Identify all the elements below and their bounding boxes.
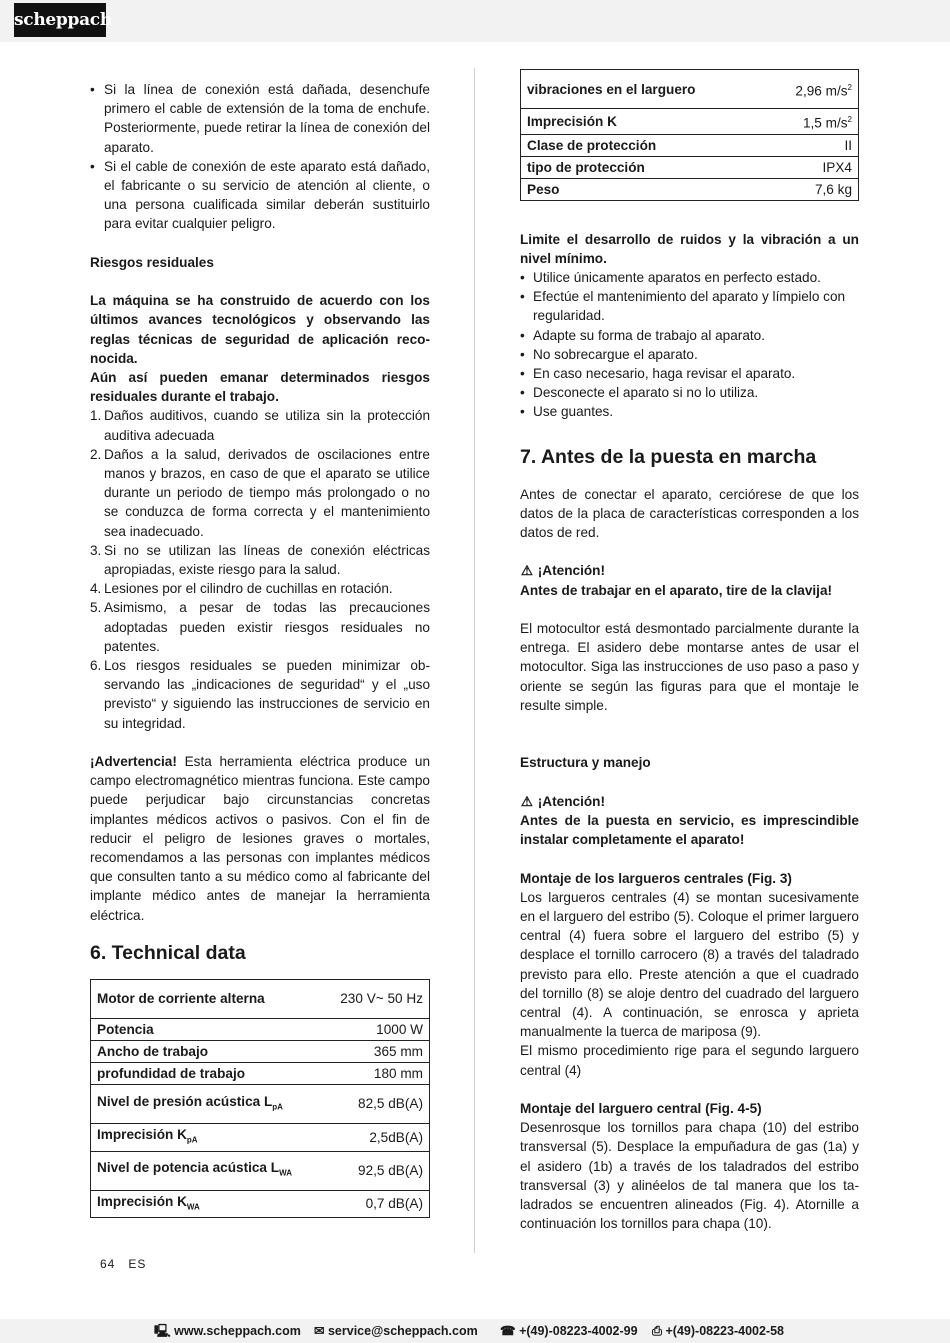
residual-item: 4. Lesiones por el cilindro de cuchillas en rotación. — [90, 581, 393, 597]
residual-item: 3. Si no se utilizan las líneas de conexión eléctricas apropiadas, existe riesgo para la salud. — [90, 542, 430, 578]
left-column — [90, 80, 430, 1218]
footer-phone: ☎ +(49)-08223-4002-99 — [500, 1324, 638, 1338]
table-row: Nivel de potencia acústica $L_{WA}$ 92,5 dB(A) — [91, 1151, 430, 1190]
residual-item: 1. Daños auditivos, cuando se utiliza sin la protección auditiva adecuada — [90, 408, 430, 443]
table-row: Potencia 1000 W — [91, 1018, 430, 1040]
limit-item: • No sobrecargue el aparato. — [520, 346, 698, 362]
attention-2-text: Antes de la puesta en servicio, es imprescindible instalar completamente el aparato! — [520, 812, 859, 848]
footer-web[interactable]: 🖳 www.scheppach.com — [154, 1324, 301, 1338]
mail-icon: ✉ — [314, 1324, 325, 1338]
right-column — [520, 69, 859, 1233]
table-row: Ancho de trabajo 365 mm — [91, 1040, 430, 1062]
limit-item: • Adapte su forma de trabajo al aparato. — [520, 327, 765, 343]
limit-item: • Utilice únicamente aparatos en perfecto estado. — [520, 269, 821, 285]
attention-1-text: Antes de trabajar en el aparato, tire de la clavija! — [520, 582, 833, 598]
section-7-title: 7. Antes de la puesta en marcha — [520, 445, 817, 468]
s7-paragraph-2: El motocultor está desmontado parcialmente durante la entrega. El asidero debe montarse antes de usar el motocultor. Siga las instrucciones de uso paso a paso y oriente se según las figuras para que el montaje le resulte simple. — [520, 620, 859, 713]
table-row: Imprecisión $K_{WA}$ 0,7 dB(A) — [91, 1190, 430, 1218]
emf-warning: ¡Advertencia! Esta herramienta eléctrica produce un campo electromagnético mientras funciona. Este campo puede perjudicar bajo circunstancias concretas implantes médicos activos o pasivos. Con el fin de reducir el peligro de lesiones graves o mortales, recomendamos a las personas con implantes médicos que consulten tanto a su médico como al fabricante del implante médico antes de manejar la herramienta eléctrica. — [90, 754, 430, 923]
footer-fax: ⎙ +(49)-08223-4002-58 — [652, 1324, 784, 1338]
assembly-1-title: Montaje de los largueros centrales (Fig. 3) — [520, 870, 792, 886]
residual-item: 2. Daños a la salud, derivados de oscilaciones entre manos y brazos, en caso de que el aparato se utilice durante un periodo de tiempo más prolongado o no se conduzca de forma correcta y el mantenimiento sea inadecuado. — [90, 446, 430, 539]
table-row: profundidad de trabajo 180 mm — [91, 1062, 430, 1084]
bullet-item: • Si la línea de conexión está dañada, desenchufe primero el cable de extensión de la toma de enchufe. Posteriormente, puede retirar la línea de conexión del aparato. — [90, 80, 430, 157]
footer-bar — [0, 1319, 950, 1343]
footer-email[interactable]: ✉ service@scheppach.com — [314, 1324, 478, 1338]
bullet-item: • Si el cable de conexión de este aparato está dañado, el fabricante o su servicio de atención al cliente, o una persona cualificada similar deberán sustituirlo para evitar cualquier peligro. — [90, 157, 430, 234]
residual-intro: La máquina se ha construido de acuerdo con los últimos avances tecnológicos y observando las reglas técnicas de seguridad de aplicación reconocida. — [90, 293, 430, 366]
page-number: 64 ES — [100, 1257, 147, 1271]
technical-data-table — [90, 979, 430, 1218]
assembly-1-text: Los largueros centrales (4) se montan sucesivamente en el larguero del estribo (5). Coloque el primer larguero central (4) fuera sobre el larguero del estribo (5) y desplace el tornillo carrocero (8) a través del taladrado previsto para ello. Preste atención a que el cuadrado del tornillo (8) se aloje dentro del cuadrado del larguero central (4). A continuación, se enrosca y aprieta manualmente la tuerca de mariposa (9). — [520, 889, 859, 1040]
section-6-title: 6. Technical data — [90, 941, 246, 964]
attention-2: ⚠ ¡Atención! — [520, 792, 859, 811]
column-divider — [474, 68, 475, 1253]
assembly-1-text-2: El mismo procedimiento rige para el segundo larguero central (4) — [520, 1043, 859, 1078]
warning-triangle-icon: ⚠ — [520, 563, 534, 579]
residual-intro-2: Aún así pueden emanar determinados riesgos residuales durante el trabajo. — [90, 370, 430, 405]
table-row: Motor de corriente alterna 230 V~ 50 Hz — [91, 979, 430, 1018]
fax-icon: ⎙ — [652, 1324, 663, 1338]
structure-title: Estructura y manejo — [520, 755, 651, 771]
s7-paragraph-1: Antes de conectar el aparato, cerciórese de que los datos de la placa de características corresponden a los datos de red. — [520, 486, 859, 540]
table-row: tipo de protección IPX4 — [521, 156, 859, 178]
limit-item: • Use guantes. — [520, 404, 614, 420]
residual-item: 6. Los riesgos residuales se pueden minimizar observando las „indicaciones de seguridad“ y el „uso previsto“ y siguiendo las instrucciones de servicio en su integridad. — [90, 658, 430, 731]
assembly-2-title: Montaje del larguero central (Fig. 4-5) — [520, 1100, 762, 1116]
scheppach-logo: scheppach — [14, 3, 106, 37]
warning-label: ¡Advertencia! — [90, 754, 177, 770]
warning-triangle-icon: ⚠ — [520, 793, 534, 809]
attention-1: ⚠ ¡Atención! — [520, 561, 859, 580]
limit-noise-title: Limite el desarrollo de ruidos y la vibración a un nivel mínimo. — [520, 231, 859, 266]
residual-risks-title: Riesgos residuales — [90, 254, 214, 270]
table-row: Imprecisión K 1,5 $m/s^2$ — [521, 109, 859, 135]
table-row: Peso 7,6 kg — [521, 178, 859, 200]
table-row: Imprecisión $K_{pA}$ 2,5dB(A) — [91, 1123, 430, 1151]
residual-item: 5. Asimismo, a pesar de todas las precauciones adoptadas pueden existir riesgos residuales no patentes. — [90, 600, 430, 654]
limit-item: • En caso necesario, haga revisar el aparato. — [520, 365, 796, 381]
table-row: Clase de protección II — [521, 134, 859, 156]
monitor-icon: 🖳 — [154, 1324, 171, 1338]
limit-item: • Desconecte el aparato si no lo utiliza. — [520, 385, 759, 401]
phone-icon: ☎ — [500, 1324, 516, 1338]
header-bar — [0, 0, 950, 42]
table-row: vibraciones en el larguero 2,96 $m/s^2$ — [521, 70, 859, 109]
limit-item: • Efectúe el mantenimiento del aparato y límpielo con regularidad. — [520, 289, 846, 324]
technical-data-table-continued — [520, 69, 859, 201]
assembly-2-text: Desenrosque los tornillos para chapa (10) del estribo transversal (5). Desplace la empuñadura de gas (1a) y el asidero (1b) a través de los taladrados del estribo transversal (3) y alinéelos de tal manera que los taladrados se encuentren alineados (Fig. 4). Atornille a continuación los tornillos para chapa (10). — [520, 1120, 859, 1232]
table-row: Nivel de presión acústica $L_{pA}$ 82,5 dB(A) — [91, 1084, 430, 1123]
